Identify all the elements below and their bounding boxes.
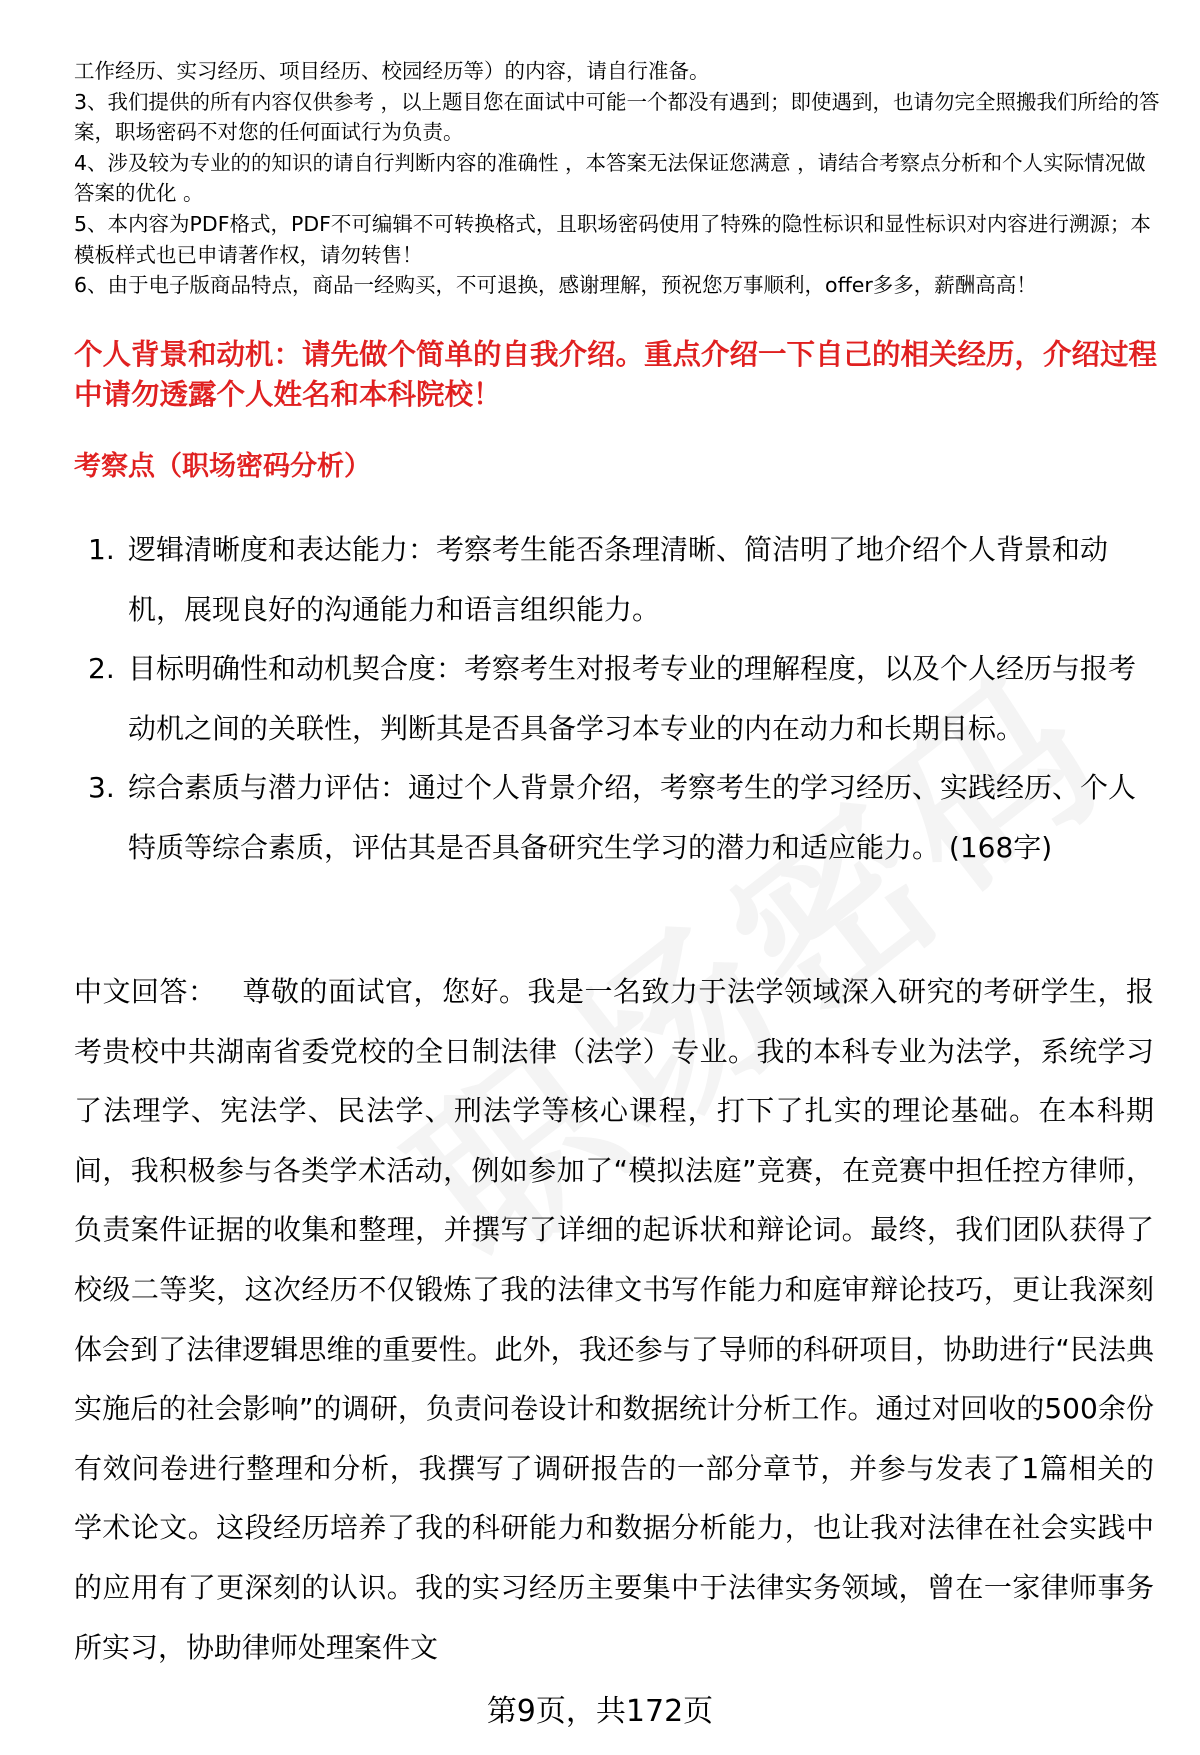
analysis-point bbox=[74, 758, 1154, 877]
analysis-point bbox=[74, 520, 1154, 639]
notes-block bbox=[74, 56, 1164, 301]
point-text: 目标明确性和动机契合度：考察考生对报考专业的理解程度，以及个人经历与报考动机之间的关联性，判断其是否具备学习本专业的内在动力和长期目标。 bbox=[128, 652, 1137, 745]
point-text: 综合素质与潜力评估：通过个人背景介绍，考察考生的学习经历、实践经历、个人特质等综合素质，评估其是否具备研究生学习的潜力和适应能力。 (168字) bbox=[128, 771, 1137, 864]
note-line: 3、我们提供的所有内容仅供参考 ，以上题目您在面试中可能一个都没有遇到；即使遇到，也请勿完全照搬我们所给的答案，职场密码不对您的任何面试行为负责。 bbox=[74, 89, 1160, 145]
point-number: 3. bbox=[88, 771, 115, 804]
question-title: 个人背景和动机：请先做个简单的自我介绍。重点介绍一下自己的相关经历，介绍过程中请勿透露个人姓名和本科院校！ bbox=[74, 338, 1158, 411]
analysis-points bbox=[74, 520, 1154, 877]
note-line: 4、涉及较为专业的的知识的请自行判断内容的准确性 ，本答案无法保证您满意 ，请结合考察点分析和个人实际情况做答案的优化 。 bbox=[74, 150, 1146, 206]
note-line: 6、由于电子版商品特点，商品一经购买，不可退换，感谢理解，预祝您万事顺利，offer多多，薪酬高高！ bbox=[74, 273, 1037, 298]
analysis-title: 考察点（职场密码分析） bbox=[74, 451, 371, 482]
note-line: 工作经历、实习经历、项目经历、校园经历等）的内容，请自行准备。 bbox=[74, 59, 710, 83]
analysis-point bbox=[74, 639, 1154, 758]
note-line: 5、本内容为PDF格式，PDF不可编辑不可转换格式，且职场密码使用了特殊的隐性标识和显性标识对内容进行溯源；本模板样式也已申请著作权，请勿转售！ bbox=[74, 211, 1151, 267]
answer-label: 中文回答： bbox=[74, 975, 217, 1008]
point-text: 逻辑清晰度和表达能力：考察考生能否条理清晰、简洁明了地介绍个人背景和动机，展现良好的沟通能力和语言组织能力。 bbox=[128, 533, 1109, 626]
page-number: 第9页，共172页 bbox=[486, 1694, 714, 1729]
point-number: 1. bbox=[88, 533, 115, 566]
answer-paragraph bbox=[74, 962, 1154, 1677]
answer-text: 尊敬的面试官，您好。我是一名致力于法学领域深入研究的考研学生，报考贵校中共湖南省委党校的全日制法律（法学）专业。我的本科专业为法学，系统学习了法理学、宪法学、民法学、刑法学等核心课程，打下了扎实的理论基础。在本科期间，我积极参与各类学术活动，例如参加了“模拟法庭”竞赛，在竞赛中担任控方律师，负责案件证据的收集和整理，并撰写了详细的起诉状和辩论词。最终，我们团队获得了校级二等奖，这次经历不仅锻炼了我的法律文书写作能力和庭审辩论技巧，更让我深刻体会到了法律逻辑思维的重要性。此外，我还参与了导师的科研项目，协助进行“民法典实施后的社会影响”的调研，负责问卷设计和数据统计分析工作。通过对回收的500余份有效问卷进行整理和分析，我撰写了调研报告的一部分章节，并参与发表了1篇相关的学术论文。这段经历培养了我的科研能力和数据分析能力，也让我对法律在社会实践中的应用有了更深刻的认识。我的实习经历主要集中于法律实务领域，曾在一家律师事务所实习，协助律师处理案件文 bbox=[74, 975, 1154, 1664]
point-number: 2. bbox=[88, 652, 115, 685]
